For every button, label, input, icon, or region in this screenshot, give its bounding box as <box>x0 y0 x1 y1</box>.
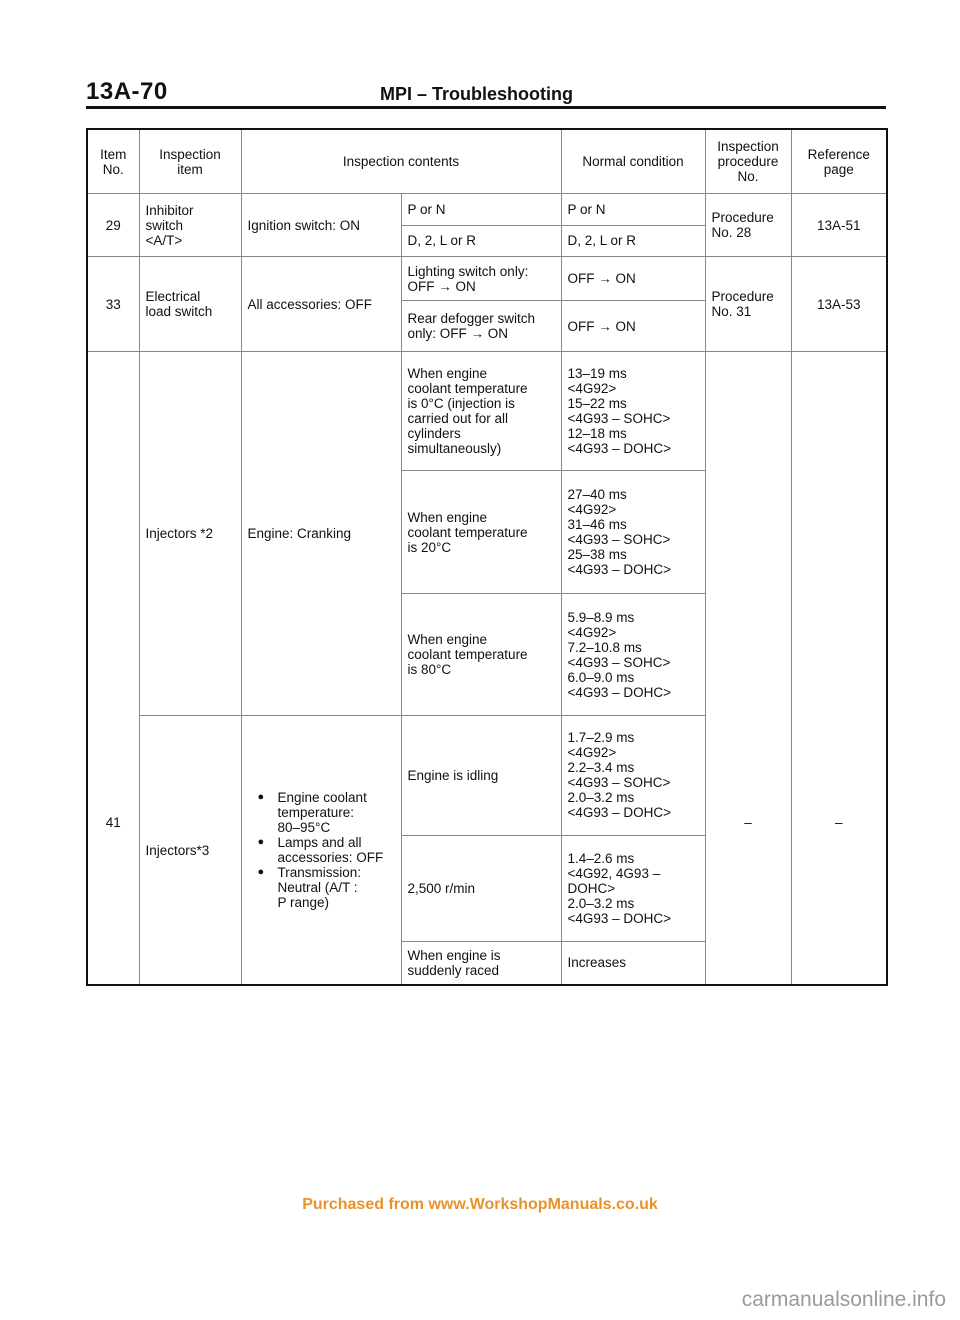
header-procedure-no: Inspection procedure No. <box>705 129 791 194</box>
condition-41-coolant-20c: When engine coolant temperature is 20°C <box>401 471 561 593</box>
condition-29-b: D, 2, L or R <box>401 225 561 256</box>
watermark: Purchased from www.WorkshopManuals.co.uk <box>302 1196 658 1213</box>
table-row <box>87 256 887 301</box>
title-rule <box>86 106 886 109</box>
condition-41-2500rpm: 2,500 r/min <box>401 835 561 941</box>
procedure-29: Procedure No. 28 <box>705 194 791 257</box>
header-item-no: Item No. <box>87 129 139 194</box>
inspection-item-41-idle: Injectors*3 <box>139 716 241 985</box>
condition-41-coolant-0c: When engine coolant temperature is 0°C (injection is carried out for all cylinders simultaneously) <box>401 352 561 471</box>
site-footer: carmanualsonline.info <box>741 1288 946 1311</box>
inspection-table-wrapper <box>86 128 886 986</box>
normal-41-raced: Increases <box>561 941 705 985</box>
header-normal-condition: Normal condition <box>561 129 705 194</box>
inspection-contents-41-cranking: Engine: Cranking <box>241 352 401 716</box>
idle-conditions-list <box>248 790 395 910</box>
normal-41-coolant-0c: 13–19 ms <4G92> 15–22 ms <4G93 – SOHC> 12–18 ms <4G93 – DOHC> <box>561 352 705 471</box>
header-inspection-item: Inspection item <box>139 129 241 194</box>
condition-29-a: P or N <box>401 194 561 225</box>
list-item: ● Transmission: Neutral (A/T : P range) <box>248 865 395 910</box>
item-no-33: 33 <box>87 256 139 351</box>
item-no-41: 41 <box>87 352 139 985</box>
inspection-table <box>86 128 888 986</box>
procedure-41: – <box>705 352 791 985</box>
inspection-item-29: Inhibitor switch <A/T> <box>139 194 241 257</box>
page-title: MPI – Troubleshooting <box>380 84 573 104</box>
normal-41-idling: 1.7–2.9 ms <4G92> 2.2–3.4 ms <4G93 – SOHC> 2.0–3.2 ms <4G93 – DOHC> <box>561 716 705 835</box>
normal-41-coolant-20c: 27–40 ms <4G92> 31–46 ms <4G93 – SOHC> 25–38 ms <4G93 – DOHC> <box>561 471 705 593</box>
condition-41-coolant-80c: When engine coolant temperature is 80°C <box>401 593 561 715</box>
page-number: 13A-70 <box>86 78 168 105</box>
table-row <box>87 194 887 225</box>
normal-33-a: OFF → ON <box>561 256 705 301</box>
inspection-contents-29: Ignition switch: ON <box>241 194 401 257</box>
table-header-row <box>87 129 887 194</box>
inspection-item-33: Electrical load switch <box>139 256 241 351</box>
condition-33-a: Lighting switch only: OFF → ON <box>401 256 561 301</box>
header-inspection-contents: Inspection contents <box>241 129 561 194</box>
list-item: ● Lamps and all accessories: OFF <box>248 835 395 865</box>
reference-29: 13A-51 <box>791 194 887 257</box>
procedure-33: Procedure No. 31 <box>705 256 791 351</box>
condition-41-raced: When engine is suddenly raced <box>401 941 561 985</box>
item-no-29: 29 <box>87 194 139 257</box>
header-reference-page: Reference page <box>791 129 887 194</box>
inspection-item-41-cranking: Injectors *2 <box>139 352 241 716</box>
inspection-contents-33: All accessories: OFF <box>241 256 401 351</box>
table-row <box>87 352 887 471</box>
normal-41-coolant-80c: 5.9–8.9 ms <4G92> 7.2–10.8 ms <4G93 – SOHC> 6.0–9.0 ms <4G93 – DOHC> <box>561 593 705 715</box>
inspection-contents-41-idle <box>241 716 401 985</box>
normal-29-a: P or N <box>561 194 705 225</box>
reference-41: – <box>791 352 887 985</box>
normal-29-b: D, 2, L or R <box>561 225 705 256</box>
list-item: ● Engine coolant temperature: 80–95°C <box>248 790 395 835</box>
reference-33: 13A-53 <box>791 256 887 351</box>
normal-33-b: OFF → ON <box>561 301 705 352</box>
condition-33-b: Rear defogger switch only: OFF → ON <box>401 301 561 352</box>
normal-41-2500rpm: 1.4–2.6 ms <4G92, 4G93 – DOHC> 2.0–3.2 ms <4G93 – DOHC> <box>561 835 705 941</box>
condition-41-idling: Engine is idling <box>401 716 561 835</box>
